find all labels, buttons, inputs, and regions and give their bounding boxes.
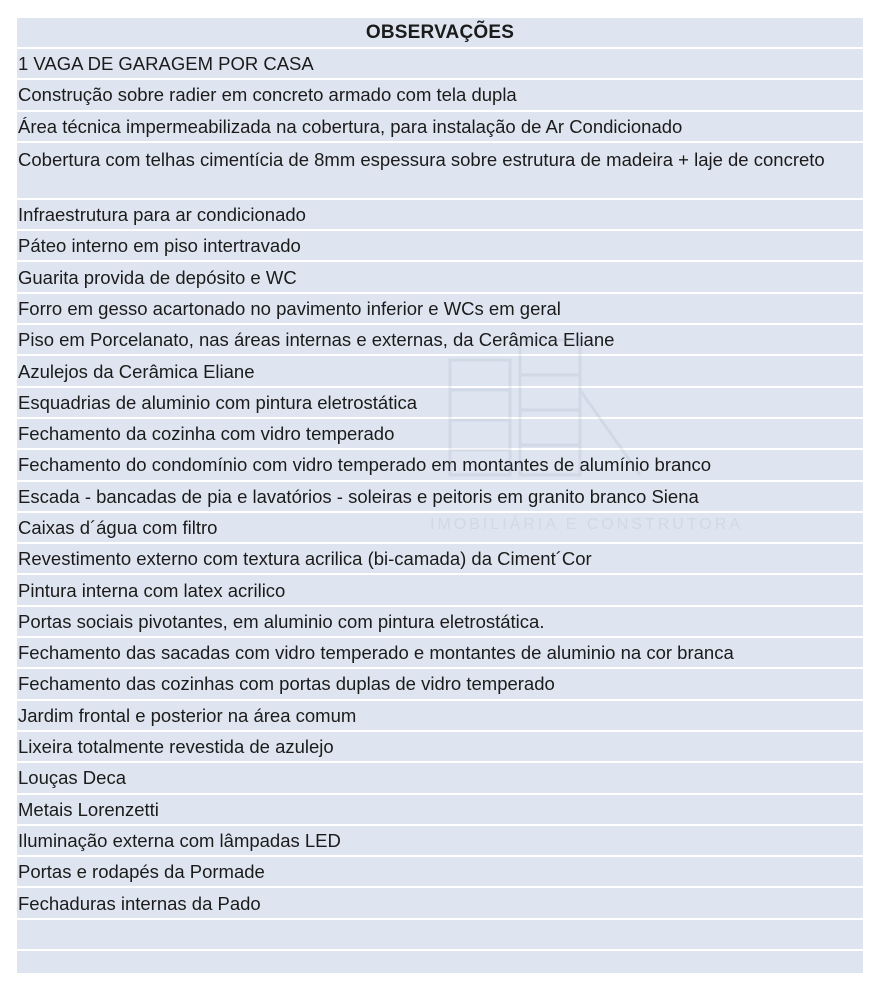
- row-text: Fechamento da cozinha com vidro temperado: [18, 423, 395, 445]
- row-text: Guarita provida de depósito e WC: [18, 266, 297, 288]
- table-row: [17, 888, 863, 919]
- row-text: Infraestrutura para ar condicionado: [18, 204, 306, 226]
- row-text: Caixas d´água com filtro: [18, 517, 218, 538]
- table-row: [17, 49, 863, 80]
- table-header: [17, 18, 863, 49]
- table-row: [17, 388, 863, 419]
- row-text: Escada - bancadas de pia e lavatórios - soleiras e peitoris em granito branco Siena: [18, 485, 699, 507]
- table-row: [17, 575, 863, 606]
- row-text: Portas e rodapés da Pormade: [18, 861, 265, 883]
- row-text: Pintura interna com latex acrilico: [18, 579, 286, 601]
- table-row: [17, 482, 863, 513]
- table-row: [17, 607, 863, 638]
- row-text: Construção sobre radier em concreto armado com tela dupla: [18, 84, 517, 106]
- table-row: [17, 112, 863, 143]
- table-row: [17, 262, 863, 293]
- row-text: 1 VAGA DE GARAGEM POR CASA: [18, 53, 314, 75]
- row-text: Revestimento externo com textura acrilica (bi-camada) da Ciment´Cor: [18, 548, 592, 570]
- table-row: [17, 231, 863, 262]
- table-row: [17, 356, 863, 387]
- row-text: Páteo interno em piso intertravado: [18, 235, 301, 257]
- table-row: [17, 763, 863, 794]
- row-text: Louças Deca: [18, 767, 126, 789]
- row-text: Lixeira totalmente revestida de azulejo: [18, 736, 334, 758]
- table-row: [17, 143, 863, 200]
- row-text: Jardim frontal e posterior na área comum: [18, 704, 357, 726]
- table-row: [17, 732, 863, 763]
- table-row: [17, 80, 863, 111]
- row-text: Piso em Porcelanato, nas áreas internas e externas, da Cerâmica Eliane: [18, 329, 615, 351]
- empty-row: [17, 920, 863, 951]
- row-text: Esquadrias de aluminio com pintura eletrostática: [18, 391, 417, 413]
- row-text: Azulejos da Cerâmica Eliane: [18, 360, 255, 382]
- table-row: [17, 857, 863, 888]
- table-row: [17, 325, 863, 356]
- table-row: [17, 826, 863, 857]
- table-row: [17, 419, 863, 450]
- table-row: [17, 544, 863, 575]
- row-text: Forro em gesso acartonado no pavimento inferior e WCs em geral: [18, 297, 561, 319]
- table-row: [17, 294, 863, 325]
- table-row: [17, 200, 863, 231]
- table-row: [17, 450, 863, 481]
- table-row: [17, 638, 863, 669]
- row-text: Iluminação externa com lâmpadas LED: [18, 829, 341, 851]
- row-text: Metais Lorenzetti: [18, 798, 159, 820]
- row-text: Fechaduras internas da Pado: [18, 892, 261, 914]
- row-text: Fechamento das cozinhas com portas duplas de vidro temperado: [18, 673, 555, 695]
- empty-row: [17, 951, 863, 973]
- row-text: Área técnica impermeabilizada na cobertura, para instalação de Ar Condicionado: [18, 115, 683, 137]
- row-text: Cobertura com telhas cimentícia de 8mm espessura sobre estrutura de madeira + laje de concreto: [18, 148, 825, 170]
- table-row: [17, 701, 863, 732]
- observations-table: [17, 18, 863, 973]
- row-text: Portas sociais pivotantes, em aluminio com pintura eletrostática.: [18, 610, 545, 632]
- table-row: [17, 795, 863, 826]
- row-text: Fechamento das sacadas com vidro temperado e montantes de aluminio na cor branca: [18, 642, 734, 664]
- row-text: Fechamento do condomínio com vidro temperado em montantes de alumínio branco: [18, 454, 712, 476]
- table-row: [17, 513, 863, 544]
- table-header-title: OBSERVAÇÕES: [365, 21, 515, 43]
- table-row: [17, 669, 863, 700]
